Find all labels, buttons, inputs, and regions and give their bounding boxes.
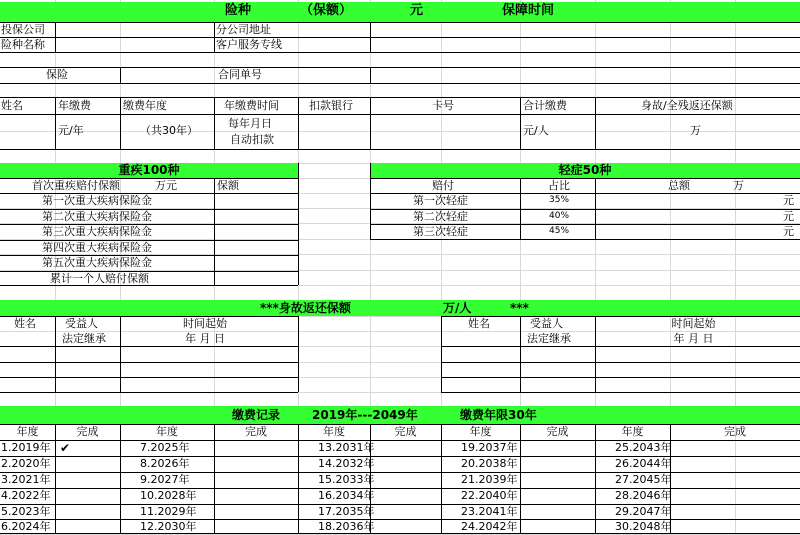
col-bank: 扣款银行 xyxy=(309,99,353,112)
records-col-line xyxy=(520,424,521,534)
records-col-year: 年度 xyxy=(621,425,644,438)
death-col-line xyxy=(55,316,56,392)
record-year: 11.2029年 xyxy=(140,505,197,518)
record-year: 21.2039年 xyxy=(461,473,518,486)
record-year: 22.2040年 xyxy=(461,489,518,502)
records-col-year: 年度 xyxy=(156,425,178,438)
death-title-unit: 万/人 xyxy=(443,301,472,315)
header-period: 保障时间 xyxy=(502,3,555,18)
record-year: 14.2032年 xyxy=(318,457,375,470)
record-year: 23.2041年 xyxy=(461,505,518,518)
records-range: 2019年---2049年 xyxy=(312,408,418,422)
header-bar xyxy=(0,2,800,22)
record-year: 1.2019年 xyxy=(1,441,51,454)
critical-row-label: 第三次重大疾病保险金 xyxy=(42,225,152,238)
records-col-line xyxy=(298,424,299,534)
record-year: 3.2021年 xyxy=(1,473,51,486)
records-col-done: 完成 xyxy=(76,425,99,438)
records-col-line xyxy=(595,424,596,534)
record-year: 12.2030年 xyxy=(140,520,197,533)
col-card-no: 卡号 xyxy=(432,99,454,112)
mild-row-name: 第一次轻症 xyxy=(413,194,468,207)
label-service-hotline: 客户服务专线 xyxy=(216,38,282,51)
label-branch-address: 分公司地址 xyxy=(216,23,271,36)
death-line xyxy=(0,377,298,378)
col-payment-years: 缴费年度 xyxy=(123,99,167,112)
record-year: 10.2028年 xyxy=(140,489,197,502)
records-col-line xyxy=(120,424,121,534)
death-col-name: 姓名 xyxy=(468,317,490,330)
death-time-value: 年 月 日 xyxy=(673,332,714,345)
mild-row-ratio: 35% xyxy=(549,195,570,205)
death-line xyxy=(441,316,800,317)
value-death-benefit: 万 xyxy=(690,124,701,137)
death-col-time: 时间起始 xyxy=(671,317,716,330)
mild-row-unit: 元 xyxy=(783,225,794,238)
record-year: 6.2024年 xyxy=(1,520,51,533)
death-col-beneficiary: 受益人 xyxy=(65,317,98,330)
death-col-line xyxy=(120,316,121,392)
record-year: 5.2023年 xyxy=(1,505,51,518)
death-line xyxy=(441,377,800,378)
death-title-tail: *** xyxy=(510,301,529,315)
label-insurance: 保险 xyxy=(46,68,68,81)
records-col-line xyxy=(214,424,215,534)
mild-row-unit: 元 xyxy=(783,210,794,223)
critical-row-label: 第五次重大疾病保险金 xyxy=(42,256,152,269)
mild-row-name: 第三次轻症 xyxy=(413,225,468,238)
death-col-line xyxy=(441,316,442,392)
death-col-line xyxy=(298,316,299,392)
death-col-beneficiary: 受益人 xyxy=(530,317,563,330)
mild-row-unit: 元 xyxy=(783,194,794,207)
death-line xyxy=(441,392,800,393)
record-year: 24.2042年 xyxy=(461,520,518,533)
record-year: 29.2047年 xyxy=(615,505,672,518)
header-currency: 元 xyxy=(410,3,424,18)
record-year: 7.2025年 xyxy=(140,441,190,454)
record-year: 27.2045年 xyxy=(615,473,672,486)
col-total: 合计缴费 xyxy=(523,99,567,112)
records-col-done: 完成 xyxy=(394,425,417,438)
mild-row-ratio: 40% xyxy=(549,211,570,221)
death-col-time: 时间起始 xyxy=(183,317,227,330)
record-year: 17.2035年 xyxy=(318,505,375,518)
records-col-year: 年度 xyxy=(16,425,39,438)
critical-row-label: 第四次重大疾病保险金 xyxy=(42,241,152,254)
mild-col-total-unit: 万 xyxy=(733,179,744,192)
record-year: 8.2026年 xyxy=(140,457,190,470)
records-col-line xyxy=(441,424,442,534)
critical-first-unit: 万元 xyxy=(155,179,177,192)
record-year: 19.2037年 xyxy=(461,441,518,454)
critical-row-line xyxy=(0,285,298,286)
record-year: 9.2027年 xyxy=(140,473,190,486)
death-col-line xyxy=(520,316,521,392)
record-year: 13.2031年 xyxy=(318,441,375,454)
critical-col-amount: 保额 xyxy=(217,179,239,192)
grid-col-line xyxy=(735,0,736,534)
death-line xyxy=(0,362,298,363)
record-year: 26.2044年 xyxy=(615,457,672,470)
critical-row-line xyxy=(0,271,298,272)
label-contract-no: 合同单号 xyxy=(218,68,262,81)
death-time-value: 年 月 日 xyxy=(185,332,225,345)
records-term: 缴费年限30年 xyxy=(460,408,537,422)
records-col-line xyxy=(55,424,56,534)
mild-title: 轻症50种 xyxy=(370,163,800,178)
records-title: 缴费记录 xyxy=(232,408,281,422)
critical-row-label: 累计一个人赔付保额 xyxy=(50,272,149,285)
record-year: 25.2043年 xyxy=(615,441,672,454)
mild-col-ratio: 占比 xyxy=(548,179,570,192)
mild-row-line xyxy=(370,239,800,240)
death-line xyxy=(0,346,298,347)
value-annual: 元/年 xyxy=(58,124,84,137)
col-payment-time: 年缴费时间 xyxy=(224,99,279,112)
col-annual-fee: 年缴费 xyxy=(58,99,91,112)
death-line xyxy=(441,346,800,347)
death-title: ***身故返还保额 xyxy=(260,301,351,315)
critical-title: 重疾100种 xyxy=(0,163,298,178)
records-col-done: 完成 xyxy=(245,425,267,438)
header-insurance-type: 险种 xyxy=(225,3,252,18)
value-time-line1: 每年月日 xyxy=(228,117,272,130)
mild-row-ratio: 45% xyxy=(549,226,570,236)
records-col-done: 完成 xyxy=(724,425,746,438)
death-col-name: 姓名 xyxy=(14,317,36,330)
mild-col-total: 总额 xyxy=(668,179,690,192)
record-year: 18.2036年 xyxy=(318,520,375,533)
value-years: （共30年） xyxy=(140,124,198,137)
record-year: 28.2046年 xyxy=(615,489,672,502)
record-done-check[interactable]: ✔ xyxy=(60,441,71,455)
death-beneficiary-value: 法定继承 xyxy=(62,332,106,345)
critical-first-label: 首次重疾赔付保额 xyxy=(32,179,120,192)
critical-row-label: 第二次重大疾病保险金 xyxy=(42,210,152,223)
mild-row-name: 第二次轻症 xyxy=(413,210,468,223)
value-total: 元/人 xyxy=(523,124,549,137)
death-line xyxy=(441,362,800,363)
death-bar xyxy=(0,300,800,316)
death-line xyxy=(0,316,298,317)
death-col-line xyxy=(595,316,596,392)
record-year: 16.2034年 xyxy=(318,489,375,502)
record-year: 4.2022年 xyxy=(1,489,51,502)
record-year: 20.2038年 xyxy=(461,457,518,470)
header-amount: （保额） xyxy=(300,3,353,18)
records-col-year: 年度 xyxy=(323,425,345,438)
col-death-benefit: 身故/全残返还保额 xyxy=(641,99,733,112)
value-time-line2: 自动扣款 xyxy=(230,133,274,146)
critical-row-label: 第一次重大疾病保险金 xyxy=(42,194,152,207)
records-col-done: 完成 xyxy=(546,425,569,438)
death-line xyxy=(0,392,298,393)
label-insurance-name: 险种名称 xyxy=(1,38,45,51)
col-name: 姓名 xyxy=(1,99,23,112)
record-year: 15.2033年 xyxy=(318,473,375,486)
mild-col-pay: 赔付 xyxy=(432,179,454,192)
records-col-year: 年度 xyxy=(469,425,492,438)
record-year: 2.2020年 xyxy=(1,457,51,470)
record-year: 30.2048年 xyxy=(615,520,672,533)
death-beneficiary-value: 法定继承 xyxy=(527,332,571,345)
label-applicant-company: 投保公司 xyxy=(1,23,45,36)
